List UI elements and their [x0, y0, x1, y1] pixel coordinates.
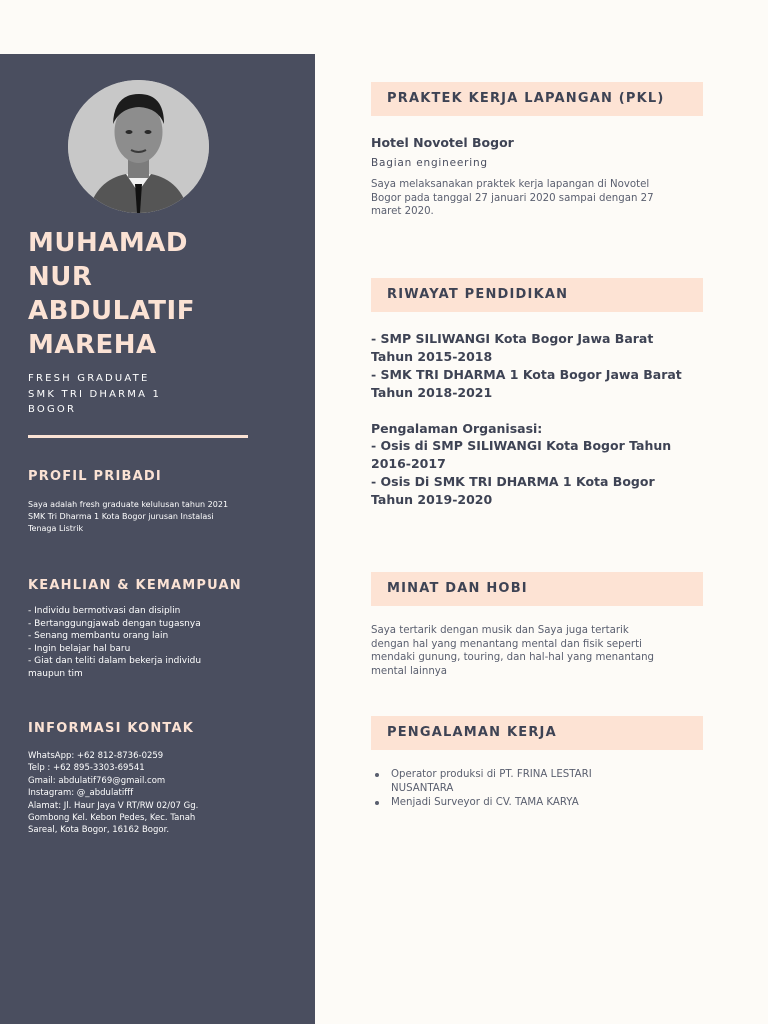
hobi-section-bar — [371, 572, 703, 606]
kontak-whatsapp: WhatsApp: +62 812-8736-0259 — [28, 751, 164, 761]
kontak-heading: INFORMASI KONTAK — [28, 721, 194, 736]
bullet-icon — [375, 801, 379, 805]
name-line: MUHAMAD — [28, 228, 188, 258]
kerja-line: NUSANTARA — [391, 783, 454, 794]
subtitle-line: SMK TRI DHARMA 1 — [28, 388, 162, 400]
profil-heading: PROFIL PRIBADI — [28, 469, 162, 484]
list-item — [375, 768, 695, 796]
keahlian-item: maupun tim — [28, 668, 83, 679]
keahlian-item: - Ingin belajar hal baru — [28, 643, 131, 654]
pendidikan-heading: RIWAYAT PENDIDIKAN — [387, 287, 569, 302]
name-line: ABDULATIF — [28, 296, 195, 326]
pendidikan-line: Tahun 2015-2018 — [371, 348, 493, 364]
pendidikan-spacer — [371, 402, 706, 420]
kontak-alamat: Gombong Kel. Kebon Pedes, Kec. Tanah — [28, 813, 196, 824]
pkl-description — [371, 178, 706, 219]
kontak-gmail: Gmail: abdulatif769@gmail.com — [28, 775, 166, 786]
pkl-section-bar — [371, 82, 703, 116]
list-item — [375, 796, 695, 810]
kontak-telp: Telp : +62 895-3303-69541 — [28, 763, 145, 774]
organisasi-line: - Osis Di SMK TRI DHARMA 1 Kota Bogor — [371, 474, 655, 490]
hobi-line: mendaki gunung, touring, dan hal-hal yang menantang — [371, 652, 654, 664]
pkl-company: Hotel Novotel Bogor — [371, 135, 514, 150]
organisasi-line: 2016-2017 — [371, 456, 446, 472]
pkl-line: Saya melaksanakan praktek kerja lapangan di Novotel — [371, 179, 650, 190]
organisasi-line: Tahun 2019-2020 — [371, 492, 493, 508]
subtitle-line: BOGOR — [28, 404, 77, 415]
keahlian-item: - Individu bermotivasi dan disiplin — [28, 606, 181, 616]
kerja-section-bar — [371, 716, 703, 750]
pendidikan-line: - SMK TRI DHARMA 1 Kota Bogor Jawa Barat — [371, 366, 682, 382]
keahlian-heading: KEAHLIAN & KEMAMPUAN — [28, 578, 242, 593]
person-portrait-icon — [68, 80, 209, 213]
hobi-heading: MINAT DAN HOBI — [387, 581, 528, 596]
pendidikan-section-bar — [371, 278, 703, 312]
full-name — [28, 226, 288, 362]
hobi-line: Saya tertarik dengan musik dan Saya juga tertarik — [371, 625, 629, 636]
kerja-heading: PENGALAMAN KERJA — [387, 725, 557, 740]
kerja-line: Operator produksi di PT. FRINA LESTARI — [391, 769, 592, 780]
pendidikan-line: - SMP SILIWANGI Kota Bogor Jawa Barat — [371, 331, 654, 346]
pkl-line: Bogor pada tanggal 27 januari 2020 sampai dengan 27 — [371, 192, 654, 204]
hobi-line: dengan hal yang menantang mental dan fisik seperti — [371, 638, 642, 650]
pkl-heading: PRAKTEK KERJA LAPANGAN (PKL) — [387, 91, 665, 106]
hobi-description — [371, 624, 706, 678]
profil-line: Saya adalah fresh graduate kelulusan tahun 2021 — [28, 500, 229, 509]
keahlian-item: - Giat dan teliti dalam bekerja individu — [28, 656, 202, 666]
pendidikan-line: Tahun 2018-2021 — [371, 384, 493, 400]
name-line: MAREHA — [28, 330, 157, 360]
organisasi-heading: Pengalaman Organisasi: — [371, 420, 543, 436]
profile-photo — [68, 80, 209, 213]
subtitle-line: FRESH GRADUATE — [28, 373, 150, 384]
kontak-alamat: Alamat: Jl. Haur Jaya V RT/RW 02/07 Gg. — [28, 800, 199, 811]
organisasi-line: - Osis di SMP SILIWANGI Kota Bogor Tahun — [371, 438, 672, 454]
pendidikan-list — [371, 330, 706, 509]
keahlian-list — [28, 605, 278, 680]
kerja-list — [375, 768, 695, 810]
pkl-department: Bagian engineering — [371, 157, 488, 169]
subtitle — [28, 371, 288, 418]
divider — [28, 435, 248, 438]
hobi-line: mental lainnya — [371, 665, 448, 677]
keahlian-item: - Bertanggungjawab dengan tugasnya — [28, 618, 201, 629]
profil-line: SMK Tri Dharma 1 Kota Bogor jurusan Instalasi — [28, 512, 214, 522]
profil-text — [28, 499, 268, 536]
kontak-alamat: Sareal, Kota Bogor, 16162 Bogor. — [28, 825, 170, 836]
pkl-line: maret 2020. — [371, 206, 434, 218]
name-line: NUR — [28, 262, 93, 292]
keahlian-item: - Senang membantu orang lain — [28, 631, 169, 641]
kontak-info — [28, 750, 268, 837]
bullet-icon — [375, 773, 379, 777]
profil-line: Tenaga Listrik — [28, 524, 84, 534]
kerja-line: Menjadi Surveyor di CV. TAMA KARYA — [391, 797, 579, 808]
kontak-instagram: Instagram: @_abdulatifff — [28, 788, 134, 799]
